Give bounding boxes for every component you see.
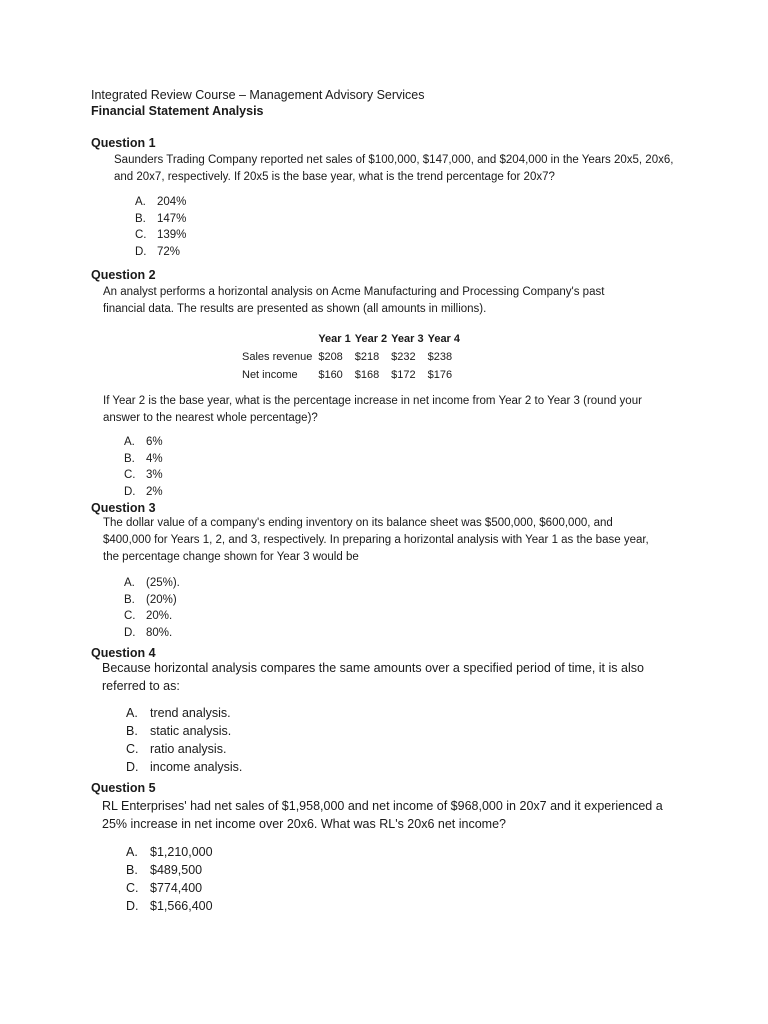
question-3-title: Question 3 bbox=[91, 501, 156, 515]
question-1-title: Question 1 bbox=[91, 136, 156, 150]
table-header-cell: Year 1 bbox=[318, 333, 351, 345]
choice bbox=[126, 843, 213, 861]
choice bbox=[124, 434, 163, 451]
choice-text: ratio analysis. bbox=[150, 742, 227, 756]
choice bbox=[126, 879, 213, 897]
choice-text: 20%. bbox=[146, 610, 173, 623]
question-5-choices bbox=[126, 843, 213, 915]
choice-text: 3% bbox=[146, 469, 163, 482]
choice-text: $1,210,000 bbox=[150, 845, 213, 859]
choice-text: 204% bbox=[157, 196, 187, 209]
topic-title: Financial Statement Analysis bbox=[91, 104, 264, 118]
choice-text: $774,400 bbox=[150, 881, 203, 895]
table-cell: $160 bbox=[318, 369, 343, 381]
question-4-text: Because horizontal analysis compares the same amounts over a specified period of time, it is also referred to as: bbox=[102, 661, 644, 693]
choice bbox=[124, 625, 180, 642]
course-title: Integrated Review Course – Management Advisory Services bbox=[91, 88, 425, 102]
choice-letter: D. bbox=[124, 485, 136, 498]
choice bbox=[124, 592, 180, 609]
table-row bbox=[242, 348, 464, 366]
choice-letter: C. bbox=[135, 229, 147, 242]
table-row bbox=[242, 366, 464, 384]
question-1-text: Saunders Trading Company reported net sales of $100,000, $147,000, and $204,000 in the Years 20x5, 20x6, and 20x7, respectively. If 20x5 is the base year, what is the trend percentage for 20x7? bbox=[114, 154, 674, 183]
choice-letter: C. bbox=[124, 610, 136, 623]
choice-text: trend analysis. bbox=[150, 706, 231, 720]
choice bbox=[126, 740, 242, 758]
table-cell: $176 bbox=[427, 369, 453, 381]
choice-letter: D. bbox=[126, 760, 139, 774]
table-cell: $172 bbox=[391, 369, 416, 381]
choice-text: 139% bbox=[157, 229, 187, 242]
question-4-title: Question 4 bbox=[91, 646, 156, 660]
choice-text: $1,566,400 bbox=[150, 899, 213, 913]
choice bbox=[126, 861, 213, 879]
choice-text: (25%). bbox=[146, 577, 180, 590]
question-3-text: The dollar value of a company's ending inventory on its balance sheet was $500,000, $600,000, and $400,000 for Years 1, 2, and 3, respectively. In preparing a horizontal analysis with Year 1 as the base year, the percentage change shown for Year 3 would be bbox=[103, 517, 649, 563]
choice bbox=[124, 467, 163, 484]
choice bbox=[135, 244, 186, 261]
choice bbox=[124, 608, 180, 625]
choice-text: static analysis. bbox=[150, 724, 232, 738]
choice-letter: A. bbox=[124, 436, 135, 449]
choice-letter: A. bbox=[126, 845, 138, 859]
table-header-cell bbox=[242, 330, 318, 348]
choice-letter: B. bbox=[126, 863, 138, 877]
choice-letter: D. bbox=[124, 626, 136, 639]
choice bbox=[135, 227, 186, 244]
table-cell: $238 bbox=[427, 351, 453, 363]
table-cell: $208 bbox=[318, 351, 343, 363]
choice bbox=[126, 722, 242, 740]
choice-letter: B. bbox=[126, 724, 138, 738]
table-header-cell: Year 2 bbox=[354, 333, 388, 345]
choice bbox=[135, 211, 186, 228]
question-5-title: Question 5 bbox=[91, 781, 156, 795]
row-label: Net income bbox=[242, 369, 298, 381]
choice-text: 4% bbox=[146, 452, 163, 465]
table-header-cell: Year 4 bbox=[427, 333, 461, 345]
choice-text: 147% bbox=[157, 212, 187, 225]
table-cell: $168 bbox=[354, 369, 380, 381]
question-3-choices bbox=[124, 575, 180, 641]
choice-text: income analysis. bbox=[150, 760, 243, 774]
table-cell: $218 bbox=[354, 351, 380, 363]
choice bbox=[135, 194, 186, 211]
choice-letter: C. bbox=[126, 742, 139, 756]
question-2-title: Question 2 bbox=[91, 268, 156, 282]
choice bbox=[124, 484, 163, 501]
choice-text: 72% bbox=[157, 245, 181, 258]
question-1-choices bbox=[135, 194, 186, 260]
choice-letter: C. bbox=[124, 469, 136, 482]
question-2-intro: An analyst performs a horizontal analysis on Acme Manufacturing and Processing Company's past financial data. The results are presented as shown (all amounts in millions). bbox=[103, 286, 605, 315]
question-2-text: If Year 2 is the base year, what is the percentage increase in net income from Year 2 to Year 3 (round your answer to the nearest whole percentage)? bbox=[103, 395, 642, 424]
choice-text: (20%) bbox=[146, 593, 177, 606]
choice-text: $489,500 bbox=[150, 863, 203, 877]
choice-text: 80%. bbox=[146, 626, 173, 639]
choice bbox=[124, 451, 163, 468]
choice-text: 2% bbox=[146, 485, 163, 498]
choice-letter: B. bbox=[135, 212, 146, 225]
question-4-choices bbox=[126, 704, 242, 776]
choice-text: 6% bbox=[146, 436, 163, 449]
choice-letter: C. bbox=[126, 881, 139, 895]
table-cell: $232 bbox=[391, 351, 416, 363]
choice-letter: D. bbox=[135, 245, 147, 258]
choice bbox=[126, 758, 242, 776]
choice-letter: A. bbox=[135, 196, 146, 209]
table-header-row bbox=[242, 330, 464, 348]
choice-letter: D. bbox=[126, 899, 139, 913]
choice-letter: A. bbox=[126, 706, 138, 720]
choice-letter: B. bbox=[124, 452, 135, 465]
choice-letter: B. bbox=[124, 593, 135, 606]
table-header-cell: Year 3 bbox=[391, 333, 424, 345]
question-5-text: RL Enterprises' had net sales of $1,958,000 and net income of $968,000 in 20x7 and it experienced a 25% increase in net income over 20x6. What was RL's 20x6 net income? bbox=[102, 799, 663, 831]
choice bbox=[126, 897, 213, 915]
choice-letter: A. bbox=[124, 577, 135, 590]
financial-data-table bbox=[242, 330, 464, 384]
row-label: Sales revenue bbox=[242, 351, 313, 363]
choice bbox=[124, 575, 180, 592]
question-2-choices bbox=[124, 434, 163, 500]
choice bbox=[126, 704, 242, 722]
